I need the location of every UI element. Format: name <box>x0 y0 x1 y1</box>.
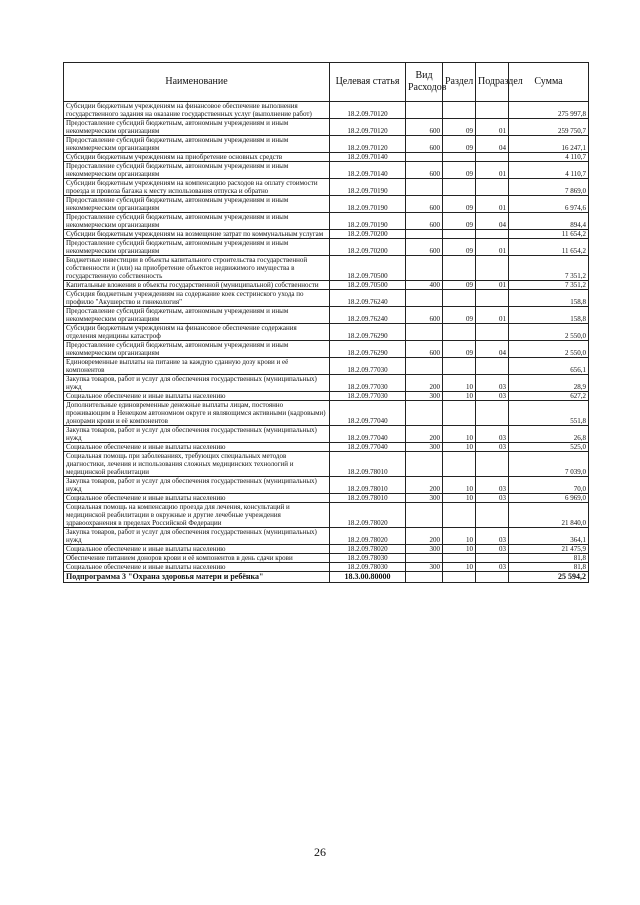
row-sum: 7 039,0 <box>509 452 589 477</box>
row-expense-type: 600 <box>406 213 443 230</box>
row-expense-type: 200 <box>406 426 443 443</box>
row-target-article: 18.2.09.77040 <box>330 443 406 452</box>
row-target-article: 18.2.09.70140 <box>330 162 406 179</box>
table-row <box>64 545 589 554</box>
row-name: Субсидия бюджетным учреждениям на содержание коек сестринского ухода по профилю "Акушерство и гинекология" <box>64 290 330 307</box>
row-target-article: 18.2.09.70500 <box>330 256 406 281</box>
row-section: 09 <box>443 239 476 256</box>
row-target-article: 18.2.09.70120 <box>330 119 406 136</box>
row-section <box>443 554 476 563</box>
row-name: Капитальные вложения в объекты государственной (муниципальной) собственности <box>64 281 330 290</box>
row-name: Социальное обеспечение и иные выплаты населению <box>64 392 330 401</box>
row-subsection: 03 <box>476 494 509 503</box>
row-subsection <box>476 179 509 196</box>
table-row <box>64 494 589 503</box>
row-name: Субсидии бюджетным учреждениям на приобретение основных средств <box>64 153 330 162</box>
row-sum: 6 969,0 <box>509 494 589 503</box>
table-row <box>64 281 589 290</box>
row-sum: 364,1 <box>509 528 589 545</box>
row-sum: 158,8 <box>509 307 589 324</box>
row-sum: 21 475,9 <box>509 545 589 554</box>
row-section: 10 <box>443 545 476 554</box>
table-row <box>64 196 589 213</box>
row-subsection: 04 <box>476 213 509 230</box>
row-expense-type: 600 <box>406 307 443 324</box>
header-name: Наименование <box>64 63 330 102</box>
row-target-article: 18.2.09.76290 <box>330 324 406 341</box>
row-target-article: 18.2.09.78030 <box>330 563 406 572</box>
row-subsection <box>476 452 509 477</box>
table-row <box>64 119 589 136</box>
row-sum: 11 654,2 <box>509 239 589 256</box>
row-section <box>443 102 476 119</box>
header-subsection: Подраздел <box>476 63 509 102</box>
row-section <box>443 290 476 307</box>
row-subsection <box>476 572 509 583</box>
table-row <box>64 102 589 119</box>
row-name: Подпрограмма 3 "Охрана здоровья матери и ребёнка" <box>64 572 330 583</box>
row-section: 10 <box>443 443 476 452</box>
row-name: Дополнительные единовременные денежные выплаты лицам, постоянно проживающим в Ненецком автономном округе и являющимся активными (кадровыми) донорами крови и её компонентов <box>64 401 330 426</box>
row-subsection: 04 <box>476 136 509 153</box>
row-name: Закупка товаров, работ и услуг для обеспечения государственных (муниципальных) нужд <box>64 426 330 443</box>
row-target-article: 18.2.09.78010 <box>330 494 406 503</box>
row-section <box>443 179 476 196</box>
row-section: 09 <box>443 196 476 213</box>
row-subsection: 04 <box>476 341 509 358</box>
row-subsection <box>476 102 509 119</box>
row-expense-type: 600 <box>406 341 443 358</box>
row-name: Закупка товаров, работ и услуг для обеспечения государственных (муниципальных) нужд <box>64 375 330 392</box>
row-subsection: 03 <box>476 426 509 443</box>
row-section: 10 <box>443 494 476 503</box>
row-subsection: 03 <box>476 528 509 545</box>
row-subsection: 03 <box>476 392 509 401</box>
table-row <box>64 213 589 230</box>
row-section <box>443 503 476 528</box>
row-expense-type: 600 <box>406 196 443 213</box>
row-section: 09 <box>443 307 476 324</box>
row-subsection: 01 <box>476 162 509 179</box>
table-row <box>64 358 589 375</box>
row-section <box>443 230 476 239</box>
header-section: Раздел <box>443 63 476 102</box>
row-expense-type <box>406 153 443 162</box>
row-expense-type <box>406 230 443 239</box>
row-section <box>443 358 476 375</box>
row-expense-type <box>406 554 443 563</box>
row-name: Социальное обеспечение и иные выплаты населению <box>64 563 330 572</box>
row-subsection: 03 <box>476 545 509 554</box>
row-sum: 158,8 <box>509 290 589 307</box>
row-target-article: 18.2.09.77030 <box>330 358 406 375</box>
row-expense-type: 300 <box>406 545 443 554</box>
row-section: 09 <box>443 119 476 136</box>
row-name: Субсидии бюджетным учреждениям на возмещение затрат по коммунальным услугам <box>64 230 330 239</box>
row-sum: 275 997,8 <box>509 102 589 119</box>
table-row <box>64 452 589 477</box>
row-subsection <box>476 290 509 307</box>
row-section: 10 <box>443 528 476 545</box>
row-expense-type: 200 <box>406 375 443 392</box>
row-name: Предоставление субсидий бюджетным, автономным учреждениям и иным некоммерческим организациям <box>64 136 330 153</box>
row-target-article: 18.2.09.78010 <box>330 477 406 494</box>
table-row <box>64 375 589 392</box>
row-subsection <box>476 153 509 162</box>
row-target-article: 18.2.09.70120 <box>330 136 406 153</box>
row-section: 09 <box>443 341 476 358</box>
table-row <box>64 554 589 563</box>
row-name: Предоставление субсидий бюджетным, автономным учреждениям и иным некоммерческим организациям <box>64 239 330 256</box>
row-expense-type: 200 <box>406 528 443 545</box>
row-target-article: 18.2.09.70190 <box>330 179 406 196</box>
row-expense-type <box>406 290 443 307</box>
row-name: Закупка товаров, работ и услуг для обеспечения государственных (муниципальных) нужд <box>64 477 330 494</box>
row-subsection: 01 <box>476 196 509 213</box>
row-subsection <box>476 554 509 563</box>
row-sum: 627,2 <box>509 392 589 401</box>
row-target-article: 18.2.09.76240 <box>330 307 406 324</box>
row-expense-type: 300 <box>406 443 443 452</box>
row-name: Социальное обеспечение и иные выплаты населению <box>64 545 330 554</box>
row-name: Социальная помощь на компенсацию проезда для лечения, консультаций и медицинской реабилитации в окружные и другие лечебные учреждения здравоохранения в пределах Российской Федерации <box>64 503 330 528</box>
row-subsection: 03 <box>476 443 509 452</box>
row-section: 09 <box>443 162 476 179</box>
row-target-article: 18.2.09.78020 <box>330 545 406 554</box>
row-name: Социальное обеспечение и иные выплаты населению <box>64 443 330 452</box>
row-target-article: 18.2.09.78030 <box>330 554 406 563</box>
table-row <box>64 290 589 307</box>
row-target-article: 18.2.09.70120 <box>330 102 406 119</box>
row-target-article: 18.2.09.78020 <box>330 528 406 545</box>
row-subsection <box>476 503 509 528</box>
row-expense-type: 600 <box>406 239 443 256</box>
row-expense-type: 300 <box>406 392 443 401</box>
row-expense-type <box>406 401 443 426</box>
row-section <box>443 153 476 162</box>
row-subsection: 03 <box>476 563 509 572</box>
row-expense-type: 400 <box>406 281 443 290</box>
row-target-article: 18.2.09.76290 <box>330 341 406 358</box>
row-section: 10 <box>443 563 476 572</box>
row-subsection <box>476 230 509 239</box>
row-subsection: 03 <box>476 375 509 392</box>
table-header-row <box>64 63 589 102</box>
row-sum: 4 110,7 <box>509 162 589 179</box>
table-row <box>64 392 589 401</box>
row-sum: 81,8 <box>509 554 589 563</box>
table-row <box>64 563 589 572</box>
row-sum: 16 247,1 <box>509 136 589 153</box>
row-sum: 6 974,6 <box>509 196 589 213</box>
row-section: 09 <box>443 213 476 230</box>
row-expense-type: 300 <box>406 563 443 572</box>
row-expense-type <box>406 324 443 341</box>
row-section <box>443 401 476 426</box>
row-target-article: 18.2.09.77030 <box>330 375 406 392</box>
row-section: 10 <box>443 392 476 401</box>
row-subsection: 01 <box>476 307 509 324</box>
row-sum: 4 110,7 <box>509 153 589 162</box>
row-sum: 894,4 <box>509 213 589 230</box>
row-sum: 525,0 <box>509 443 589 452</box>
row-section <box>443 572 476 583</box>
row-target-article: 18.2.09.78020 <box>330 503 406 528</box>
row-subsection <box>476 324 509 341</box>
table-row <box>64 153 589 162</box>
row-expense-type: 600 <box>406 162 443 179</box>
row-section <box>443 452 476 477</box>
row-expense-type <box>406 572 443 583</box>
row-target-article: 18.2.09.70140 <box>330 153 406 162</box>
row-target-article: 18.2.09.77030 <box>330 392 406 401</box>
header-sum: Сумма <box>509 63 589 102</box>
row-subsection: 01 <box>476 281 509 290</box>
row-subsection: 01 <box>476 119 509 136</box>
row-subsection <box>476 401 509 426</box>
row-expense-type <box>406 358 443 375</box>
row-expense-type: 600 <box>406 136 443 153</box>
row-expense-type <box>406 452 443 477</box>
row-expense-type <box>406 102 443 119</box>
row-subsection <box>476 358 509 375</box>
table-row <box>64 230 589 239</box>
table-row <box>64 477 589 494</box>
row-section: 10 <box>443 426 476 443</box>
table-row <box>64 572 589 583</box>
row-target-article: 18.2.09.76240 <box>330 290 406 307</box>
table-row <box>64 162 589 179</box>
row-name: Предоставление субсидий бюджетным, автономным учреждениям и иным некоммерческим организациям <box>64 213 330 230</box>
budget-table <box>63 62 589 583</box>
row-name: Единовременные выплаты на питание за каждую сданную дозу крови и её компонентов <box>64 358 330 375</box>
row-target-article: 18.2.09.70200 <box>330 239 406 256</box>
table-row <box>64 528 589 545</box>
row-name: Субсидии бюджетным учреждениям на финансовое обеспечение выполнения государственного задания на оказание государственных услуг (выполнение работ) <box>64 102 330 119</box>
row-sum: 7 351,2 <box>509 256 589 281</box>
row-name: Закупка товаров, работ и услуг для обеспечения государственных (муниципальных) нужд <box>64 528 330 545</box>
table-row <box>64 256 589 281</box>
row-name: Предоставление субсидий бюджетным, автономным учреждениям и иным некоммерческим организациям <box>64 162 330 179</box>
table-row <box>64 426 589 443</box>
row-subsection: 03 <box>476 477 509 494</box>
row-expense-type <box>406 503 443 528</box>
row-target-article: 18.2.09.70500 <box>330 281 406 290</box>
row-target-article: 18.2.09.70190 <box>330 213 406 230</box>
row-name: Предоставление субсидий бюджетным, автономным учреждениям и иным некоммерческим организациям <box>64 341 330 358</box>
row-target-article: 18.2.09.78010 <box>330 452 406 477</box>
row-target-article: 18.2.09.70200 <box>330 230 406 239</box>
row-name: Социальная помощь при заболеваниях, требующих специальных методов диагностики, лечения и использования сложных медицинских технологий и медицинской реабилитации <box>64 452 330 477</box>
row-expense-type: 300 <box>406 494 443 503</box>
row-name: Бюджетные инвестиции в объекты капитального строительства государственной собственности и (или) на приобретение объектов недвижимого имущества в государственную собственность <box>64 256 330 281</box>
table-row <box>64 503 589 528</box>
row-name: Предоставление субсидий бюджетным, автономным учреждениям и иным некоммерческим организациям <box>64 307 330 324</box>
row-sum: 70,0 <box>509 477 589 494</box>
table-row <box>64 401 589 426</box>
row-expense-type: 200 <box>406 477 443 494</box>
row-name: Предоставление субсидий бюджетным, автономным учреждениям и иным некоммерческим организациям <box>64 119 330 136</box>
header-expense-type: Вид Расходов <box>406 63 443 102</box>
table-row <box>64 179 589 196</box>
row-name: Предоставление субсидий бюджетным, автономным учреждениям и иным некоммерческим организациям <box>64 196 330 213</box>
row-expense-type: 600 <box>406 119 443 136</box>
row-sum: 259 750,7 <box>509 119 589 136</box>
page-number: 26 <box>314 845 326 859</box>
table-row <box>64 136 589 153</box>
row-sum: 7 351,2 <box>509 281 589 290</box>
row-sum: 11 654,2 <box>509 230 589 239</box>
row-sum: 656,1 <box>509 358 589 375</box>
table-row <box>64 307 589 324</box>
row-target-article: 18.2.09.77040 <box>330 426 406 443</box>
row-sum: 2 550,0 <box>509 341 589 358</box>
row-target-article: 18.2.09.70190 <box>330 196 406 213</box>
row-section: 10 <box>443 375 476 392</box>
row-sum: 81,8 <box>509 563 589 572</box>
row-sum: 7 869,0 <box>509 179 589 196</box>
row-sum: 25 594,2 <box>509 572 589 583</box>
row-name: Субсидии бюджетным учреждениям на финансовое обеспечение содержания отделения медицины катастроф <box>64 324 330 341</box>
row-sum: 28,9 <box>509 375 589 392</box>
row-name: Обеспечение питанием доноров крови и её компонентов в день сдачи крови <box>64 554 330 563</box>
row-target-article: 18.3.00.80000 <box>330 572 406 583</box>
row-target-article: 18.2.09.77040 <box>330 401 406 426</box>
row-section: 09 <box>443 281 476 290</box>
table-body <box>64 102 589 583</box>
row-section <box>443 256 476 281</box>
row-expense-type <box>406 179 443 196</box>
header-target-article: Целевая статья <box>330 63 406 102</box>
row-subsection: 01 <box>476 239 509 256</box>
row-expense-type <box>406 256 443 281</box>
row-subsection <box>476 256 509 281</box>
row-sum: 551,8 <box>509 401 589 426</box>
row-name: Субсидии бюджетным учреждениям на компенсацию расходов на оплату стоимости проезда и провоза багажа к месту использования отпуска и обратно <box>64 179 330 196</box>
row-name: Социальное обеспечение и иные выплаты населению <box>64 494 330 503</box>
row-section: 09 <box>443 136 476 153</box>
table-row <box>64 341 589 358</box>
row-section: 10 <box>443 477 476 494</box>
row-sum: 26,8 <box>509 426 589 443</box>
row-sum: 21 840,0 <box>509 503 589 528</box>
row-sum: 2 550,0 <box>509 324 589 341</box>
row-section <box>443 324 476 341</box>
table-row <box>64 443 589 452</box>
table-row <box>64 324 589 341</box>
table-row <box>64 239 589 256</box>
